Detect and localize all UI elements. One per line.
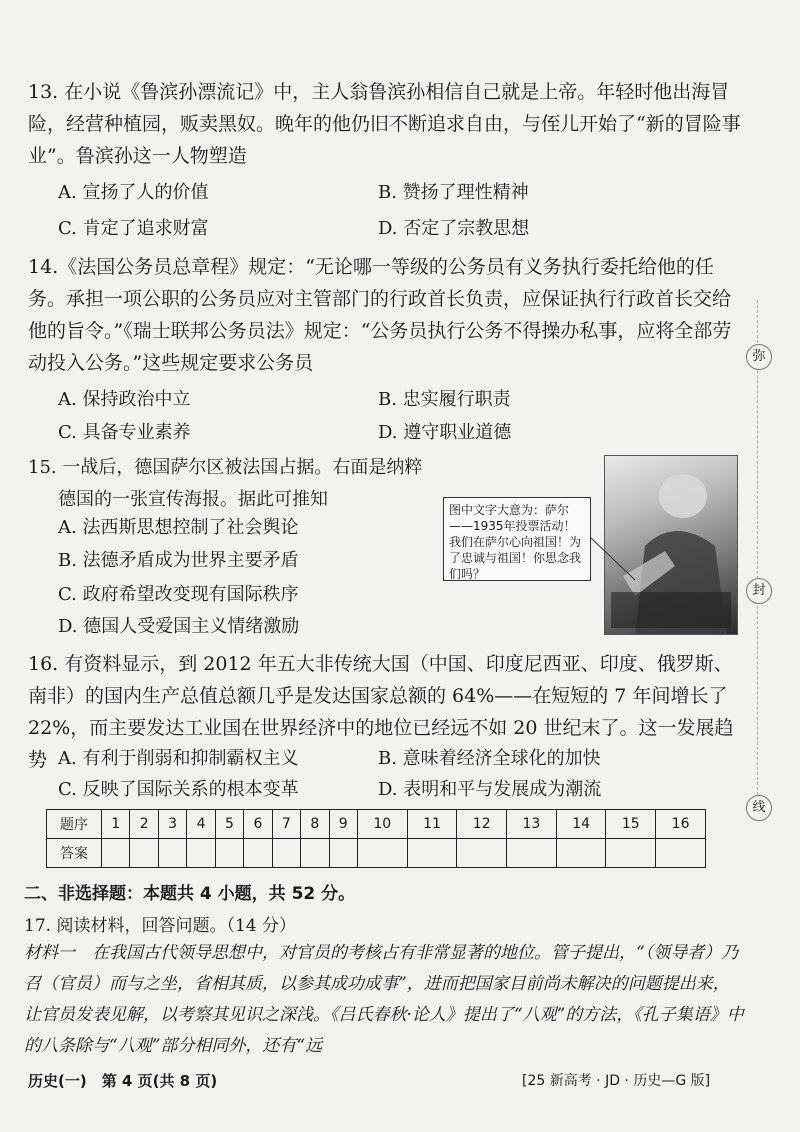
- margin-mark-xian: 线: [746, 795, 772, 821]
- q16-option-b: B. 意味着经济全球化的加快: [378, 748, 601, 769]
- answer-cell[interactable]: [457, 839, 507, 868]
- q14-option-c: C. 具备专业素养: [58, 422, 191, 443]
- q13-option-c: C. 肯定了追求财富: [58, 218, 209, 239]
- question-14-options-row1: [58, 385, 738, 415]
- answer-grid-number: 3: [158, 810, 186, 839]
- q15-option-a: A. 法西斯思想控制了社会舆论: [58, 517, 299, 538]
- answer-grid-number: 9: [329, 810, 357, 839]
- answer-grid-number: 10: [357, 810, 407, 839]
- q13-option-d: D. 否定了宗教思想: [378, 218, 530, 239]
- answer-grid-header-number: 题序: [47, 810, 102, 839]
- q16-option-c: C. 反映了国际关系的根本变革: [58, 779, 299, 800]
- q16-option-a: A. 有利于削弱和抑制霸权主义: [58, 748, 299, 769]
- q15-option-b: B. 法德矛盾成为世界主要矛盾: [58, 550, 299, 571]
- answer-grid-number: 1: [102, 810, 130, 839]
- question-16-options-row1: [58, 744, 738, 774]
- poster-caption-callout: 图中文字大意为：萨尔——1935年投票活动！我们在萨尔心向祖国！为了忠诚与祖国！你思念我们吗？: [443, 497, 591, 581]
- question-17-material: 材料一 在我国古代领导思想中，对官员的考核占有非常显著的地位。管子提出，“（领导者）乃召（官员）而与之坐，省相其质，以参其成功成事”，进而把国家目前尚未解决的问题提出来，让官员发表见解，以考察其见识之深浅。《吕氏春秋·论人》提出了“八观”的方法，《孔子集语》中的八条除与“八观”部分相同外，还有“远: [24, 943, 744, 1056]
- section-heading-non-choice: 二、非选择题：本题共 4 小题，共 52 分。: [24, 884, 356, 904]
- answer-cell[interactable]: [357, 839, 407, 868]
- answer-grid-number: 8: [301, 810, 329, 839]
- answer-cell[interactable]: [187, 839, 215, 868]
- q14-option-d: D. 遵守职业道德: [378, 422, 512, 443]
- footer-edition-label: [25 新高考 · JD · 历史—G 版]: [522, 1073, 711, 1089]
- answer-grid-number: 4: [187, 810, 215, 839]
- question-13-stem: 13. 在小说《鲁滨孙漂流记》中，主人翁鲁滨孙相信自己就是上帝。年轻时他出海冒险，经营种植园，贩卖黑奴。晚年的他仍旧不断追求自由，与侄儿开始了“新的冒险事业”。鲁滨孙这一人物塑造: [28, 81, 741, 167]
- question-17-title: 17. 阅读材料，回答问题。（14 分）: [24, 916, 296, 936]
- q16-option-d: D. 表明和平与发展成为潮流: [378, 779, 602, 800]
- answer-grid-number: 7: [272, 810, 300, 839]
- q14-option-b: B. 忠实履行职责: [378, 389, 511, 410]
- question-13-options-row1: [58, 178, 738, 208]
- question-16-options-row2: [58, 775, 738, 805]
- answer-cell[interactable]: [158, 839, 186, 868]
- answer-cell[interactable]: [656, 839, 706, 868]
- answer-grid-number-row: [47, 810, 706, 839]
- answer-grid-number: 6: [244, 810, 272, 839]
- answer-grid-number: 14: [556, 810, 606, 839]
- question-16-stem: 16. 有资料显示，到 2012 年五大非传统大国（中国、印度尼西亚、印度、俄罗斯、南非）的国内生产总值总额几乎是发达国家总额的 64%——在短短的 7 年间增长了 22%，而主要发达工业国在世界经济中的地位已经远不如 20 世纪末了。这一发展趋势: [28, 653, 734, 771]
- question-13-options-row2: [58, 214, 738, 244]
- q13-option-a: A. 宣扬了人的价值: [58, 182, 209, 203]
- q15-option-c: C. 政府希望改变现有国际秩序: [58, 584, 299, 605]
- answer-cell[interactable]: [407, 839, 457, 868]
- answer-cell[interactable]: [606, 839, 656, 868]
- q15-option-d: D. 德国人受爱国主义情绪激励: [58, 616, 300, 637]
- answer-grid-number: 5: [215, 810, 243, 839]
- margin-mark-mi: 弥: [746, 344, 772, 370]
- question-15-stem-line1: 15. 一战后，德国萨尔区被法国占据。右面是纳粹: [28, 457, 423, 478]
- answer-grid: [46, 809, 706, 868]
- question-15-stem-line2: 德国的一张宣传海报。据此可推知: [58, 489, 328, 510]
- answer-grid-number: 13: [507, 810, 557, 839]
- answer-cell[interactable]: [301, 839, 329, 868]
- answer-grid-number: 2: [130, 810, 158, 839]
- answer-cell[interactable]: [556, 839, 606, 868]
- binding-line: [757, 300, 758, 820]
- margin-mark-feng: 封: [746, 578, 772, 604]
- question-14-stem: 14.《法国公务员总章程》规定：“无论哪一等级的公务员有义务执行委托给他的任务。承担一项公职的公务员应对主管部门的行政首长负责，应保证执行行政首长交给他的旨令。”《瑞士联邦公务员法》规定：“公务员执行公务不得操办私事，应将全部劳动投入公务。”这些规定要求公务员: [28, 256, 732, 374]
- answer-grid-answer-row: [47, 839, 706, 868]
- answer-cell[interactable]: [130, 839, 158, 868]
- footer-page-label: 历史(一) 第 4 页(共 8 页): [28, 1072, 218, 1090]
- answer-cell[interactable]: [102, 839, 130, 868]
- answer-grid-number: 12: [457, 810, 507, 839]
- answer-grid-number: 16: [656, 810, 706, 839]
- q14-option-a: A. 保持政治中立: [58, 389, 191, 410]
- answer-cell[interactable]: [329, 839, 357, 868]
- answer-cell[interactable]: [507, 839, 557, 868]
- question-14-options-row2: [58, 418, 738, 448]
- answer-grid-number: 11: [407, 810, 457, 839]
- answer-cell[interactable]: [244, 839, 272, 868]
- answer-grid-number: 15: [606, 810, 656, 839]
- q13-option-b: B. 赞扬了理性精神: [378, 182, 529, 203]
- answer-cell[interactable]: [272, 839, 300, 868]
- answer-cell[interactable]: [215, 839, 243, 868]
- answer-grid-header-answer: 答案: [47, 839, 102, 868]
